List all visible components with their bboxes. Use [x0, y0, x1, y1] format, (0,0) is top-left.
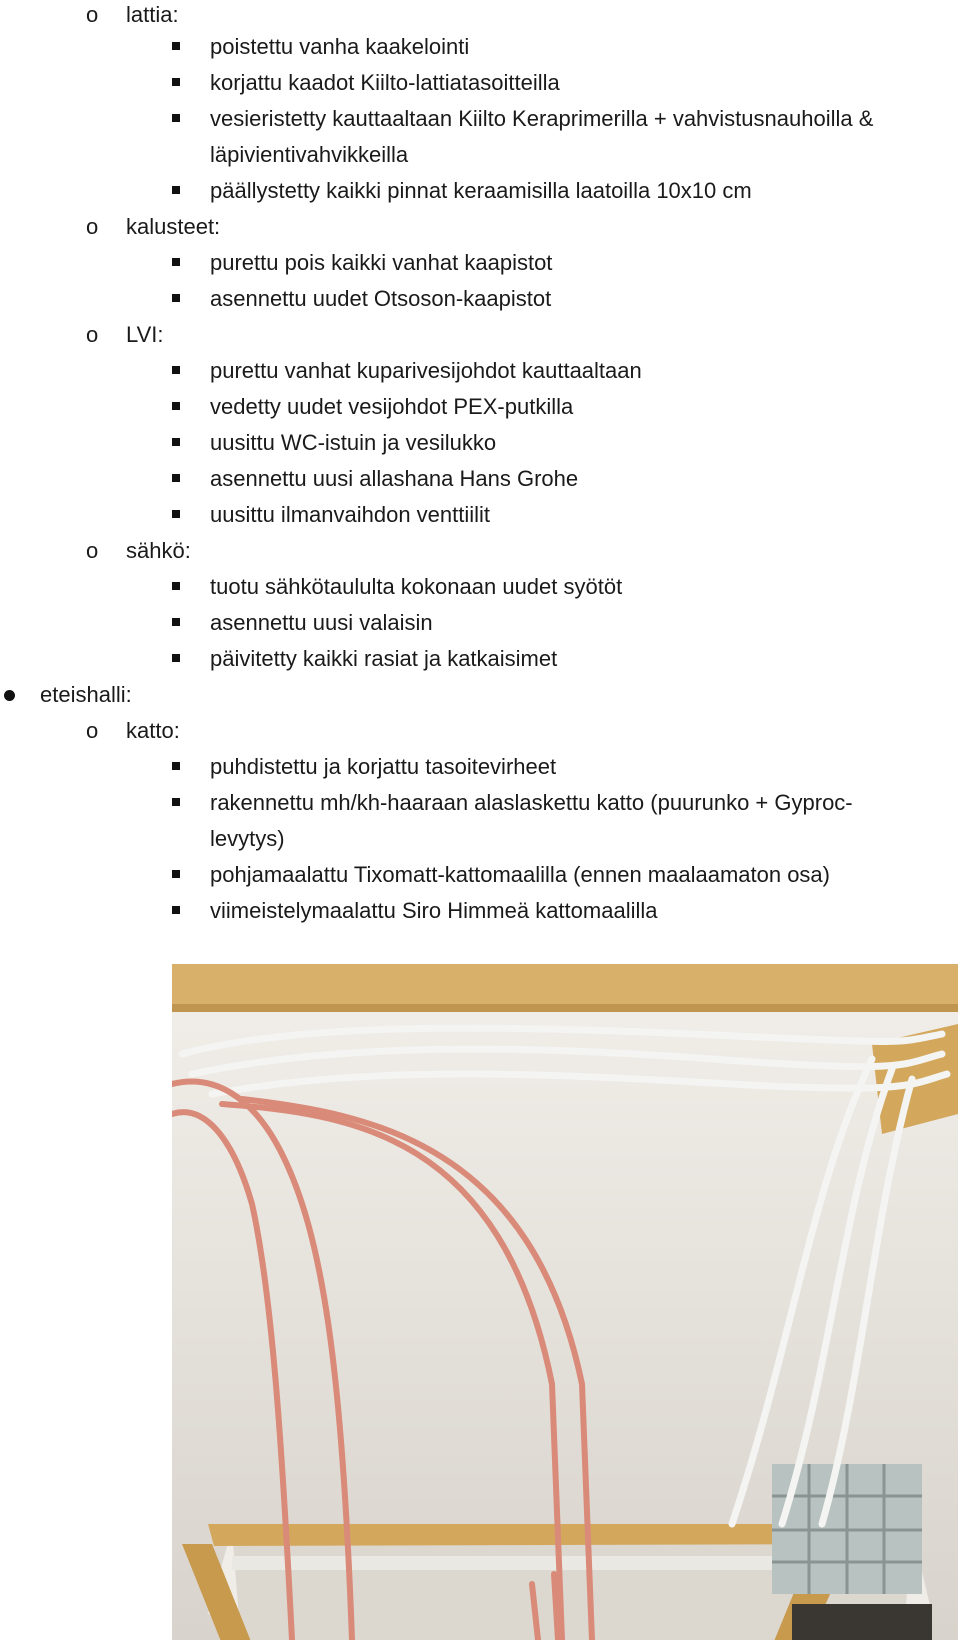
list-item: tuotu sähkötaululta kokonaan uudet syötöt — [210, 574, 623, 599]
list-item: vesieristetty kauttaaltaan Kiilto Keraprimerilla + vahvistusnauhoilla & — [210, 106, 874, 131]
list-item: puhdistettu ja korjattu tasoitevirheet — [210, 754, 557, 779]
square-bullet-icon — [172, 114, 180, 122]
list-item: uusittu ilmanvaihdon venttiilit — [210, 502, 491, 527]
square-bullet-icon — [172, 654, 180, 662]
sub-bullet-marker: o — [86, 718, 99, 743]
square-bullet-icon — [172, 762, 180, 770]
ceiling-photo — [172, 964, 958, 1640]
section-heading-lattia: lattia: — [126, 2, 179, 27]
list-item: pohjamaalattu Tixomatt-kattomaalilla (ennen maalaamaton osa) — [210, 862, 830, 887]
square-bullet-icon — [172, 78, 180, 86]
sub-bullet-marker: o — [86, 2, 99, 27]
square-bullet-icon — [172, 294, 180, 302]
list-item: asennettu uudet Otsoson-kaapistot — [210, 286, 552, 311]
square-bullet-icon — [172, 366, 180, 374]
square-bullet-icon — [172, 402, 180, 410]
list-item-continuation: levytys) — [210, 826, 285, 851]
list-item: vedetty uudet vesijohdot PEX-putkilla — [210, 394, 574, 419]
list-item: purettu vanhat kuparivesijohdot kauttaaltaan — [210, 358, 642, 383]
list-item: korjattu kaadot Kiilto-lattiatasoitteilla — [210, 70, 560, 95]
list-item: uusittu WC-istuin ja vesilukko — [210, 430, 497, 455]
square-bullet-icon — [172, 474, 180, 482]
list-item: rakennettu mh/kh-haaraan alaslaskettu katto (puurunko + Gyproc- — [210, 790, 853, 815]
section-heading-sahko: sähkö: — [126, 538, 191, 563]
list-item: purettu pois kaikki vanhat kaapistot — [210, 250, 553, 275]
sub-bullet-marker: o — [86, 214, 99, 239]
section-heading-eteishalli: eteishalli: — [40, 682, 132, 707]
section-heading-kalusteet: kalusteet: — [126, 214, 221, 239]
list-item: poistettu vanha kaakelointi — [210, 34, 470, 59]
square-bullet-icon — [172, 870, 180, 878]
square-bullet-icon — [172, 186, 180, 194]
square-bullet-icon — [172, 42, 180, 50]
square-bullet-icon — [172, 438, 180, 446]
square-bullet-icon — [172, 510, 180, 518]
list-item: asennettu uusi valaisin — [210, 610, 433, 635]
section-heading-katto: katto: — [126, 718, 180, 743]
list-item: asennettu uusi allashana Hans Grohe — [210, 466, 579, 491]
square-bullet-icon — [172, 258, 180, 266]
sub-bullet-marker: o — [86, 538, 99, 563]
square-bullet-icon — [172, 906, 180, 914]
list-item: päällystetty kaikki pinnat keraamisilla laatoilla 10x10 cm — [210, 178, 752, 203]
square-bullet-icon — [172, 618, 180, 626]
bullet-dot-icon — [4, 690, 15, 701]
list-item-continuation: läpivientivahvikkeilla — [210, 142, 409, 167]
list-item: viimeistelymaalattu Siro Himmeä kattomaalilla — [210, 898, 658, 923]
square-bullet-icon — [172, 582, 180, 590]
sub-bullet-marker: o — [86, 322, 99, 347]
list-item: päivitetty kaikki rasiat ja katkaisimet — [210, 646, 558, 671]
square-bullet-icon — [172, 798, 180, 806]
section-heading-lvi: LVI: — [126, 322, 164, 347]
